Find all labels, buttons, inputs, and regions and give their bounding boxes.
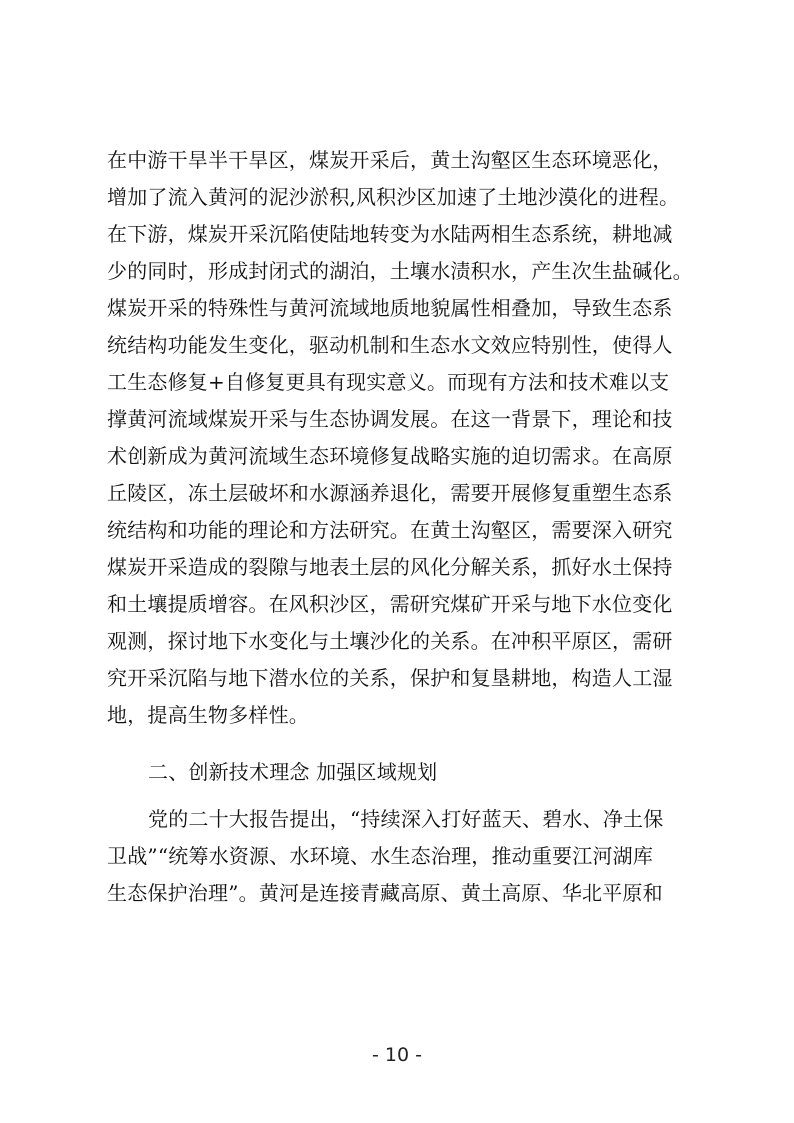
paragraph-line: 生态保护治理”。黄河是连接青藏高原、黄土高原、华北平原和 [107, 881, 663, 905]
paragraph-line: 统结构功能发生变化，驱动机制和生态水文效应特别性，使得人 [107, 333, 673, 357]
paragraph-line: 卫战”“统筹水资源、水环境、水生态治理，推动重要江河湖库 [107, 844, 654, 868]
paragraph-line: 少的同时，形成封闭式的湖泊，土壤水渍积水，产生次生盐碱化。 [107, 259, 693, 283]
paragraph-line: 统结构和功能的理论和方法研究。在黄土沟壑区，需要深入研究 [107, 518, 673, 542]
paragraph-line: 煤炭开采的特殊性与黄河流域地质地貌属性相叠加，导致生态系 [107, 296, 673, 320]
section-heading: 二、创新技术理念 加强区域规划 [148, 760, 438, 784]
paragraph-line: 工生态修复+自修复更具有现实意义。而现有方法和技术难以支 [107, 370, 670, 394]
paragraph-line: 和土壤提质增容。在风积沙区，需研究煤矿开采与地下水位变化 [107, 592, 673, 616]
paragraph-line: 观测，探讨地下水变化与土壤沙化的关系。在冲积平原区，需研 [107, 629, 673, 653]
paragraph-line: 在下游，煤炭开采沉陷使陆地转变为水陆两相生态系统，耕地减 [107, 222, 673, 246]
paragraph-line: 煤炭开采造成的裂隙与地表土层的风化分解关系，抓好水土保持 [107, 555, 673, 579]
paragraph-line: 在中游干旱半干旱区，煤炭开采后，黄土沟壑区生态环境恶化， [107, 148, 673, 172]
paragraph-line: 撑黄河流域煤炭开采与生态协调发展。在这一背景下，理论和技 [107, 407, 673, 431]
paragraph-line: 术创新成为黄河流域生态环境修复战略实施的迫切需求。在高原 [107, 444, 673, 468]
paragraph-line: 丘陵区，冻土层破坏和水源涵养退化，需要开展修复重塑生态系 [107, 481, 673, 505]
paragraph-line: 党的二十大报告提出，“持续深入打好蓝天、碧水、净土保 [148, 807, 664, 831]
page-number: - 10 - [372, 1044, 422, 1066]
paragraph-line: 究开采沉陷与地下潜水位的关系，保护和复垦耕地，构造人工湿 [107, 666, 673, 690]
paragraph-line: 增加了流入黄河的泥沙淤积,风积沙区加速了土地沙漠化的进程。 [107, 185, 680, 209]
paragraph-line: 地，提高生物多样性。 [107, 703, 309, 727]
